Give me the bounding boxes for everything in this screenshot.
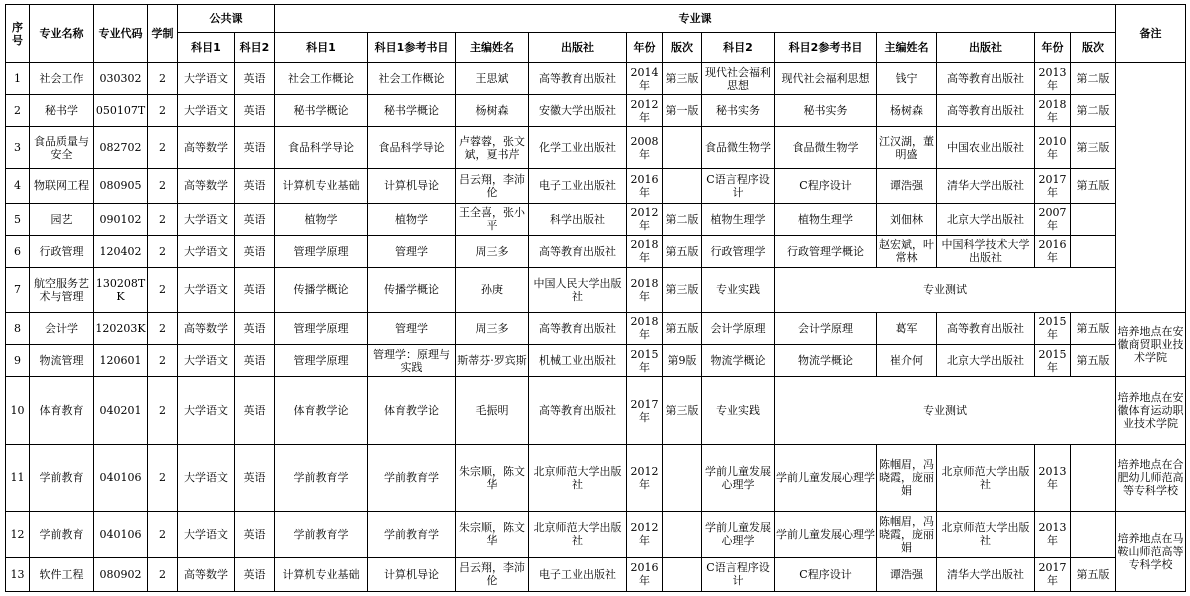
header-major-name: 专业名称 [30,5,94,63]
cell-remarks: 培养地点在合肥幼儿师范高等专科学校 [1116,445,1186,511]
cell-public-subject1: 高等数学 [178,312,235,344]
cell-year1: 2018年 [627,312,663,344]
cell-public-subject1: 高等数学 [178,127,235,169]
header-remarks: 备注 [1116,5,1186,63]
cell-subject1-book: 体育教学论 [368,377,456,445]
cell-public-subject1: 大学语文 [178,377,235,445]
cell-code: 120601 [94,344,148,376]
cell-subject1: 体育教学论 [275,377,368,445]
cell-major: 会计学 [30,312,94,344]
cell-edition1 [663,169,702,203]
cell-major: 学前教育 [30,511,94,557]
cell-major: 社会工作 [30,63,94,95]
cell-publisher2: 清华大学出版社 [937,169,1035,203]
cell-remarks: 培养地点在安徽体育运动职业技术学院 [1116,377,1186,445]
cell-subject1: 计算机专业基础 [275,169,368,203]
cell-subject1: 传播学概论 [275,267,368,312]
cell-subject1-book: 学前教育学 [368,445,456,511]
cell-edition2: 第五版 [1071,312,1116,344]
cell-duration: 2 [148,235,178,267]
cell-editor1: 卢蓉蓉，张文斌，夏书芹 [456,127,529,169]
cell-subject1-book: 管理学 [368,235,456,267]
cell-public-subject2: 英语 [235,445,275,511]
cell-year1: 2012年 [627,203,663,235]
cell-year1: 2018年 [627,267,663,312]
header-publisher1: 出版社 [529,33,627,63]
cell-major: 软件工程 [30,557,94,591]
header-major-code: 专业代码 [94,5,148,63]
table-row [6,267,1186,312]
cell-public-subject2: 英语 [235,235,275,267]
cell-subject1: 社会工作概论 [275,63,368,95]
header-publisher2: 出版社 [937,33,1035,63]
cell-public-subject1: 大学语文 [178,203,235,235]
cell-editor1: 朱宗顺，陈文华 [456,511,529,557]
cell-duration: 2 [148,557,178,591]
cell-major: 食品质量与安全 [30,127,94,169]
cell-editor1: 朱宗顺，陈文华 [456,445,529,511]
cell-subject2: 专业实践 [702,377,775,445]
cell-duration: 2 [148,63,178,95]
cell-publisher1: 高等教育出版社 [529,63,627,95]
table-row [6,203,1186,235]
header-edition1: 版次 [663,33,702,63]
cell-edition1: 第三版 [663,377,702,445]
cell-professional-test: 专业测试 [775,377,1116,445]
cell-subject2-book: C程序设计 [775,557,877,591]
cell-editor1: 杨树森 [456,95,529,127]
cell-editor2: 陈帼眉，冯晓霞，庞丽娟 [877,445,937,511]
cell-major: 体育教育 [30,377,94,445]
cell-publisher1: 高等教育出版社 [529,377,627,445]
header-subject2: 科目2 [702,33,775,63]
cell-editor2: 葛军 [877,312,937,344]
header-subject1-book: 科目1参考书目 [368,33,456,63]
cell-subject1-book: 社会工作概论 [368,63,456,95]
cell-remarks: 培养地点在马鞍山师范高等专科学校 [1116,511,1186,591]
cell-publisher1: 北京师范大学出版社 [529,445,627,511]
cell-edition2 [1071,511,1116,557]
cell-year1: 2017年 [627,377,663,445]
cell-duration: 2 [148,95,178,127]
cell-code: 030302 [94,63,148,95]
cell-public-subject2: 英语 [235,203,275,235]
cell-publisher2: 高等教育出版社 [937,95,1035,127]
cell-duration: 2 [148,344,178,376]
cell-edition1 [663,445,702,511]
cell-edition1 [663,127,702,169]
cell-publisher1: 电子工业出版社 [529,169,627,203]
cell-public-subject2: 英语 [235,169,275,203]
cell-publisher2: 北京大学出版社 [937,203,1035,235]
table-row [6,63,1186,95]
cell-subject1: 管理学原理 [275,344,368,376]
cell-public-subject2: 英语 [235,267,275,312]
cell-public-subject1: 大学语文 [178,445,235,511]
cell-year2: 2016年 [1035,235,1071,267]
cell-subject1: 食品科学导论 [275,127,368,169]
table-row [6,557,1186,591]
cell-year2: 2013年 [1035,63,1071,95]
table-row [6,235,1186,267]
cell-subject2-book: 学前儿童发展心理学 [775,445,877,511]
cell-editor2: 江汉湖，董明盛 [877,127,937,169]
cell-duration: 2 [148,377,178,445]
cell-public-subject1: 大学语文 [178,511,235,557]
header-duration: 学制 [148,5,178,63]
cell-subject2: 秘书实务 [702,95,775,127]
cell-seq: 13 [6,557,30,591]
cell-subject1-book: 管理学：原理与实践 [368,344,456,376]
cell-subject2-book: 植物生理学 [775,203,877,235]
table-row [6,169,1186,203]
cell-publisher1: 科学出版社 [529,203,627,235]
cell-edition1 [663,511,702,557]
cell-public-subject1: 高等数学 [178,169,235,203]
header-editor2: 主编姓名 [877,33,937,63]
cell-public-subject2: 英语 [235,312,275,344]
cell-publisher1: 北京师范大学出版社 [529,511,627,557]
cell-subject2-book: 学前儿童发展心理学 [775,511,877,557]
cell-edition2 [1071,235,1116,267]
cell-subject1-book: 管理学 [368,312,456,344]
cell-seq: 1 [6,63,30,95]
header-subject1: 科目1 [275,33,368,63]
cell-major: 学前教育 [30,445,94,511]
cell-editor1: 吕云翔，李沛伦 [456,557,529,591]
cell-year2: 2007年 [1035,203,1071,235]
cell-seq: 5 [6,203,30,235]
cell-seq: 12 [6,511,30,557]
cell-code: 130208TK [94,267,148,312]
cell-year2: 2017年 [1035,557,1071,591]
cell-edition1: 第一版 [663,95,702,127]
cell-edition2: 第五版 [1071,557,1116,591]
cell-subject2-book: 现代社会福利思想 [775,63,877,95]
cell-edition2: 第五版 [1071,344,1116,376]
cell-year2: 2010年 [1035,127,1071,169]
cell-year1: 2014年 [627,63,663,95]
cell-public-subject2: 英语 [235,63,275,95]
cell-year2: 2013年 [1035,445,1071,511]
cell-publisher1: 机械工业出版社 [529,344,627,376]
cell-edition1: 第五版 [663,235,702,267]
cell-subject1-book: 计算机导论 [368,169,456,203]
cell-publisher2: 高等教育出版社 [937,63,1035,95]
header-public-subject2: 科目2 [235,33,275,63]
cell-major: 航空服务艺术与管理 [30,267,94,312]
cell-subject2-book: 行政管理学概论 [775,235,877,267]
cell-code: 080905 [94,169,148,203]
cell-code: 080902 [94,557,148,591]
header-subject2-book: 科目2参考书目 [775,33,877,63]
cell-edition2: 第二版 [1071,95,1116,127]
table-row [6,511,1186,557]
cell-subject2: 食品微生物学 [702,127,775,169]
cell-subject1: 管理学原理 [275,312,368,344]
cell-edition1: 第三版 [663,267,702,312]
cell-subject1-book: 植物学 [368,203,456,235]
cell-public-subject2: 英语 [235,127,275,169]
cell-public-subject2: 英语 [235,511,275,557]
cell-editor1: 孙庚 [456,267,529,312]
cell-editor1: 吕云翔，李沛伦 [456,169,529,203]
cell-seq: 6 [6,235,30,267]
cell-editor2: 陈帼眉，冯晓霞，庞丽娟 [877,511,937,557]
header-public-course: 公共课 [178,5,275,33]
cell-major: 秘书学 [30,95,94,127]
cell-subject1: 植物学 [275,203,368,235]
cell-publisher1: 安徽大学出版社 [529,95,627,127]
cell-public-subject1: 大学语文 [178,63,235,95]
cell-publisher2: 清华大学出版社 [937,557,1035,591]
cell-editor2: 刘佃林 [877,203,937,235]
cell-subject1-book: 传播学概论 [368,267,456,312]
cell-subject1: 秘书学概论 [275,95,368,127]
cell-seq: 8 [6,312,30,344]
cell-seq: 9 [6,344,30,376]
cell-duration: 2 [148,267,178,312]
cell-public-subject1: 高等数学 [178,557,235,591]
cell-edition2 [1071,203,1116,235]
cell-publisher2: 北京师范大学出版社 [937,511,1035,557]
cell-subject2: 现代社会福利思想 [702,63,775,95]
cell-subject2: 植物生理学 [702,203,775,235]
cell-seq: 7 [6,267,30,312]
cell-edition1: 第三版 [663,63,702,95]
cell-publisher2: 高等教育出版社 [937,312,1035,344]
header-public-subject1: 科目1 [178,33,235,63]
table-row [6,95,1186,127]
cell-public-subject2: 英语 [235,344,275,376]
cell-subject2: 学前儿童发展心理学 [702,445,775,511]
cell-editor2: 杨树森 [877,95,937,127]
cell-subject2: 行政管理学 [702,235,775,267]
header-edition2: 版次 [1071,33,1116,63]
cell-public-subject1: 大学语文 [178,95,235,127]
table-row [6,127,1186,169]
cell-seq: 10 [6,377,30,445]
cell-edition2: 第五版 [1071,169,1116,203]
cell-editor1: 周三多 [456,312,529,344]
cell-publisher2: 中国科学技术大学出版社 [937,235,1035,267]
cell-remarks-empty [1116,63,1186,313]
table-row [6,377,1186,445]
cell-publisher2: 中国农业出版社 [937,127,1035,169]
cell-publisher1: 化学工业出版社 [529,127,627,169]
cell-subject1-book: 秘书学概论 [368,95,456,127]
cell-year1: 2015年 [627,344,663,376]
cell-subject1-book: 计算机导论 [368,557,456,591]
cell-editor2: 谭浩强 [877,557,937,591]
cell-major: 物联网工程 [30,169,94,203]
cell-year1: 2008年 [627,127,663,169]
cell-subject2-book: 会计学原理 [775,312,877,344]
cell-subject1: 学前教育学 [275,511,368,557]
cell-major: 园艺 [30,203,94,235]
cell-editor2: 谭浩强 [877,169,937,203]
cell-public-subject1: 大学语文 [178,235,235,267]
cell-subject2: 会计学原理 [702,312,775,344]
cell-year2: 2018年 [1035,95,1071,127]
cell-subject1-book: 学前教育学 [368,511,456,557]
cell-edition2: 第二版 [1071,63,1116,95]
table-row [6,312,1186,344]
cell-seq: 3 [6,127,30,169]
header-editor1: 主编姓名 [456,33,529,63]
cell-duration: 2 [148,511,178,557]
cell-subject1: 管理学原理 [275,235,368,267]
cell-subject2-book: C程序设计 [775,169,877,203]
cell-editor1: 王思斌 [456,63,529,95]
cell-subject2: 专业实践 [702,267,775,312]
cell-major: 物流管理 [30,344,94,376]
cell-year2: 2013年 [1035,511,1071,557]
cell-publisher1: 高等教育出版社 [529,235,627,267]
cell-year2: 2017年 [1035,169,1071,203]
cell-editor1: 王全喜，张小平 [456,203,529,235]
cell-year1: 2012年 [627,445,663,511]
cell-code: 040106 [94,445,148,511]
cell-publisher2: 北京师范大学出版社 [937,445,1035,511]
cell-subject2-book: 秘书实务 [775,95,877,127]
cell-professional-test: 专业测试 [775,267,1116,312]
cell-seq: 4 [6,169,30,203]
cell-publisher1: 电子工业出版社 [529,557,627,591]
header-year2: 年份 [1035,33,1071,63]
cell-editor1: 周三多 [456,235,529,267]
cell-duration: 2 [148,203,178,235]
cell-subject2-book: 食品微生物学 [775,127,877,169]
cell-editor2: 钱宁 [877,63,937,95]
cell-edition1: 第9版 [663,344,702,376]
cell-publisher2: 北京大学出版社 [937,344,1035,376]
cell-edition2: 第三版 [1071,127,1116,169]
cell-duration: 2 [148,312,178,344]
cell-code: 120402 [94,235,148,267]
cell-public-subject1: 大学语文 [178,344,235,376]
program-table [5,4,1186,592]
cell-public-subject2: 英语 [235,377,275,445]
cell-publisher1: 高等教育出版社 [529,312,627,344]
cell-seq: 2 [6,95,30,127]
cell-code: 040201 [94,377,148,445]
cell-code: 050107T [94,95,148,127]
cell-subject2: 物流学概论 [702,344,775,376]
cell-subject1: 计算机专业基础 [275,557,368,591]
cell-duration: 2 [148,169,178,203]
cell-editor1: 毛振明 [456,377,529,445]
cell-editor1: 斯蒂芬·罗宾斯 [456,344,529,376]
cell-subject1-book: 食品科学导论 [368,127,456,169]
cell-editor2: 崔介何 [877,344,937,376]
cell-edition1 [663,557,702,591]
header-seq: 序号 [6,5,30,63]
cell-subject1: 学前教育学 [275,445,368,511]
cell-year2: 2015年 [1035,344,1071,376]
cell-publisher1: 中国人民大学出版社 [529,267,627,312]
cell-duration: 2 [148,445,178,511]
cell-public-subject2: 英语 [235,95,275,127]
cell-year1: 2016年 [627,557,663,591]
cell-edition1: 第五版 [663,312,702,344]
cell-code: 120203K [94,312,148,344]
table-row [6,344,1186,376]
cell-duration: 2 [148,127,178,169]
cell-year1: 2012年 [627,511,663,557]
cell-code: 090102 [94,203,148,235]
cell-seq: 11 [6,445,30,511]
cell-major: 行政管理 [30,235,94,267]
cell-subject2-book: 物流学概论 [775,344,877,376]
cell-edition1: 第二版 [663,203,702,235]
header-professional-course: 专业课 [275,5,1116,33]
cell-year1: 2018年 [627,235,663,267]
cell-year1: 2016年 [627,169,663,203]
header-year1: 年份 [627,33,663,63]
cell-public-subject1: 大学语文 [178,267,235,312]
cell-editor2: 赵宏斌，叶常林 [877,235,937,267]
cell-edition2 [1071,445,1116,511]
cell-subject2: 学前儿童发展心理学 [702,511,775,557]
table-row [6,445,1186,511]
cell-year2: 2015年 [1035,312,1071,344]
cell-subject2: C语言程序设计 [702,169,775,203]
cell-public-subject2: 英语 [235,557,275,591]
cell-remarks: 培养地点在安徽商贸职业技术学院 [1116,312,1186,376]
cell-subject2: C语言程序设计 [702,557,775,591]
cell-year1: 2012年 [627,95,663,127]
cell-code: 040106 [94,511,148,557]
cell-code: 082702 [94,127,148,169]
